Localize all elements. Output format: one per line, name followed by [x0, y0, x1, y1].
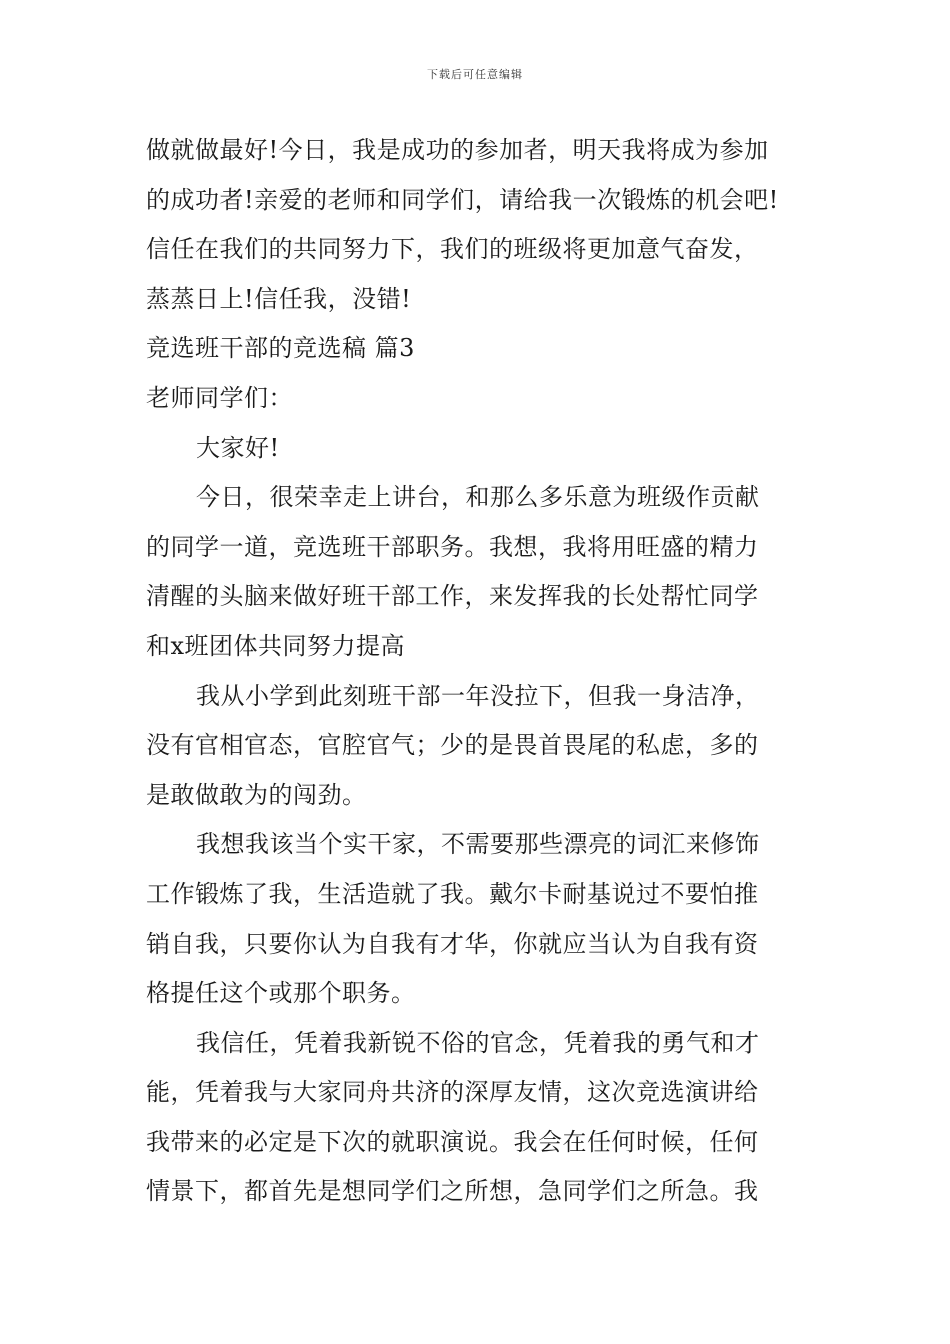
- greeting: 大家好!: [196, 433, 280, 462]
- paragraph-line: 蒸蒸日上!信任我，没错!: [146, 284, 412, 313]
- paragraph-line: 没有官相官态，官腔官气；少的是畏首畏尾的私虑，多的: [146, 731, 759, 760]
- paragraph-line: 做就做最好!今日，我是成功的参加者，明天我将成为参加: [146, 136, 769, 164]
- paragraph-line: 是敢做敢为的闯劲。: [146, 780, 367, 809]
- page-header: 下载后可任意编辑: [427, 68, 523, 81]
- paragraph-line: 销自我，只要你认为自我有才华，你就应当认为自我有资: [146, 929, 759, 958]
- paragraph-line: 我信任，凭着我新锐不俗的官念，凭着我的勇气和才: [196, 1028, 760, 1057]
- paragraph-line: 格提任这个或那个职务。: [146, 979, 416, 1008]
- paragraph-line: 清醒的头脑来做好班干部工作，来发挥我的长处帮忙同学: [146, 582, 759, 611]
- paragraph-line: 我从小学到此刻班干部一年没拉下，但我一身洁净，: [196, 681, 760, 710]
- paragraph-line: 能，凭着我与大家同舟共济的深厚友情，这次竞选演讲给: [146, 1078, 759, 1107]
- paragraph-line: 的同学一道，竞选班干部职务。我想，我将用旺盛的精力: [146, 532, 759, 561]
- salutation: 老师同学们：: [146, 383, 293, 412]
- paragraph-line: 信任在我们的共同努力下，我们的班级将更加意气奋发，: [146, 235, 759, 264]
- paragraph-line: 情景下，都首先是想同学们之所想，急同学们之所急。我: [146, 1177, 759, 1206]
- paragraph-line: 我想我该当个实干家，不需要那些漂亮的词汇来修饰: [196, 830, 760, 859]
- document-body: [146, 126, 810, 1217]
- paragraph-line: 今日，很荣幸走上讲台，和那么多乐意为班级作贡献: [196, 483, 760, 512]
- paragraph-line: 和x班团体共同努力提高: [146, 631, 406, 660]
- paragraph-line: 的成功者!亲爱的老师和同学们，请给我一次锻炼的机会吧!: [146, 185, 779, 214]
- paragraph-line: 我带来的必定是下次的就职演说。我会在任何时候，任何: [146, 1127, 759, 1156]
- section-title: 竞选班干部的竞选稿 篇3: [146, 334, 415, 363]
- paragraph-line: 工作锻炼了我，生活造就了我。戴尔卡耐基说过不要怕推: [146, 879, 759, 908]
